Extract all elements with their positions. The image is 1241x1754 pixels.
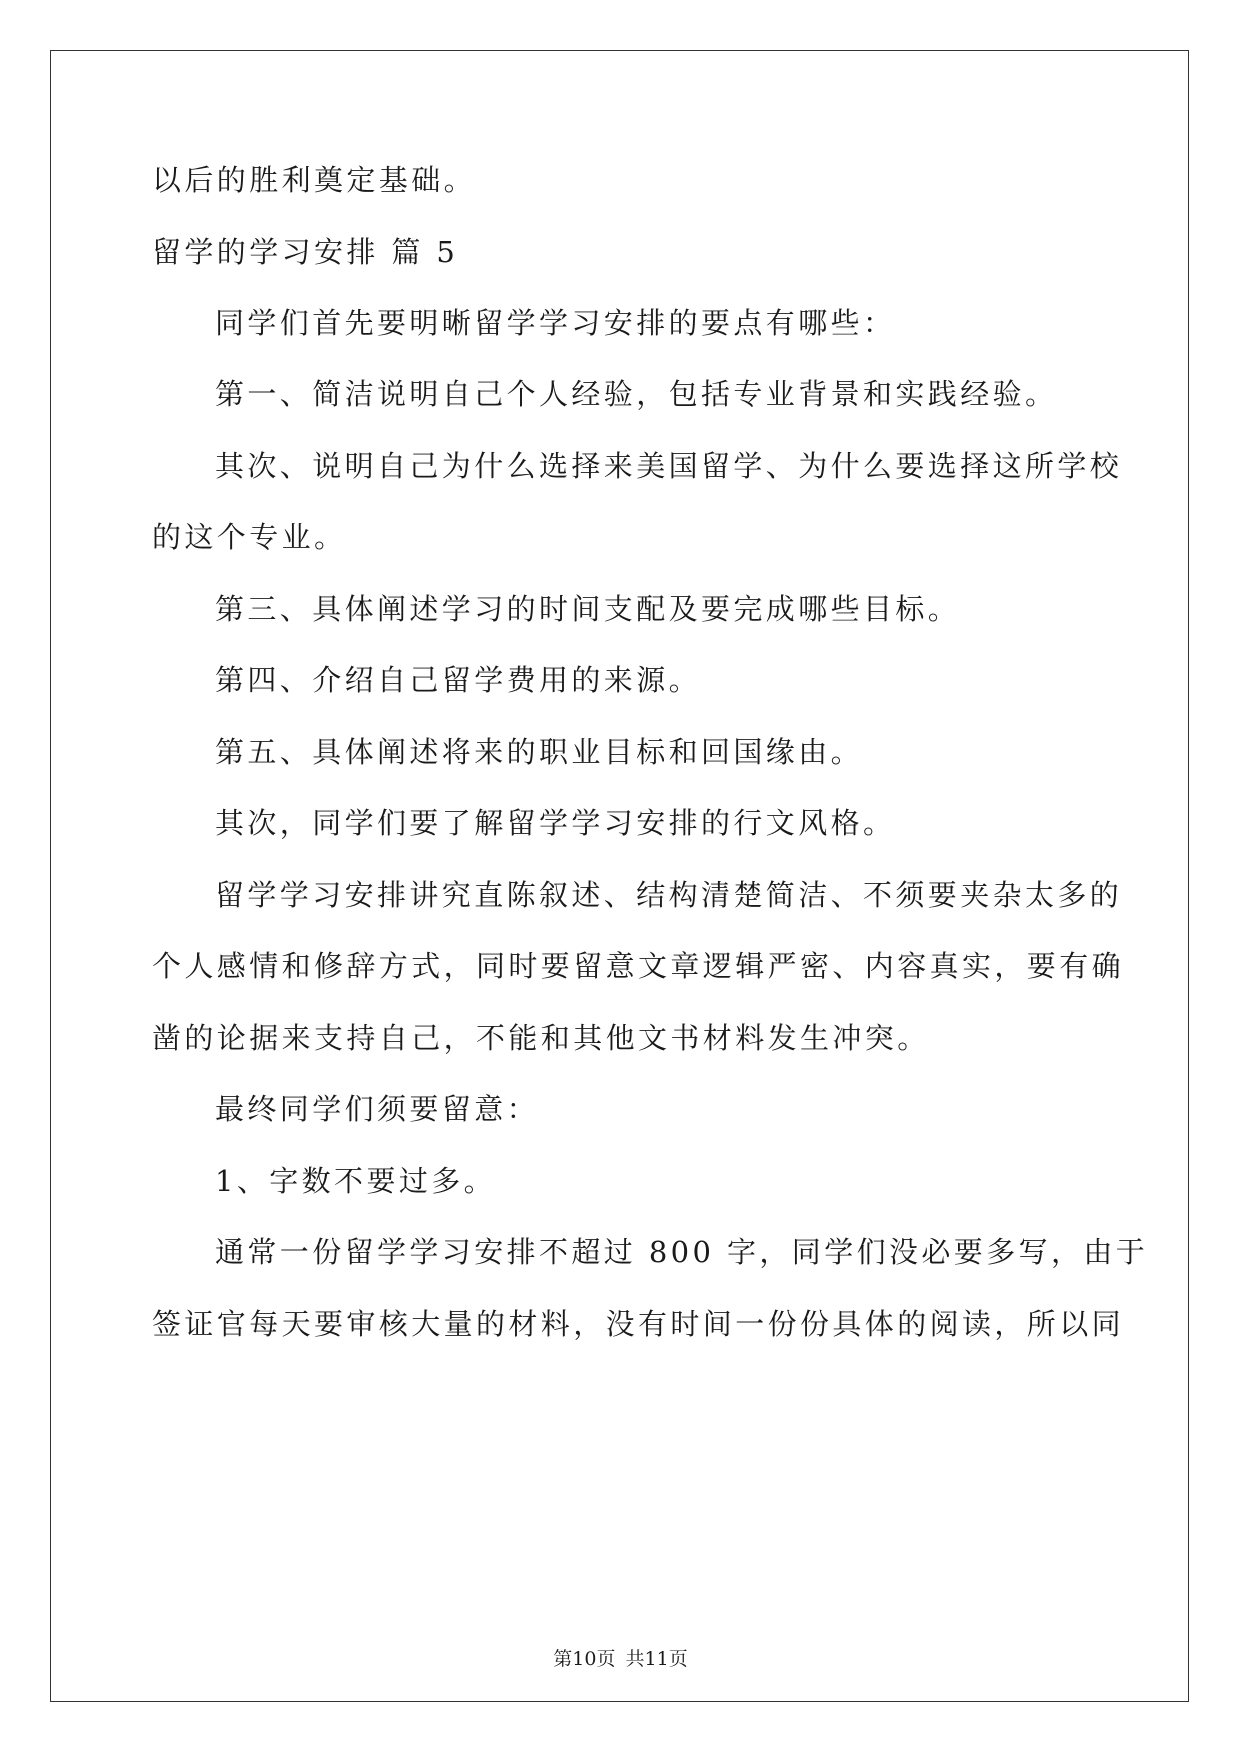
section-heading: 留学的学习安排 篇 5 (152, 235, 459, 269)
page-number-total: 共11页 (625, 1648, 688, 1670)
paragraph-line: 个人感情和修辞方式，同时要留意文章逻辑严密、内容真实，要有确 (152, 949, 1125, 983)
paragraph-line: 第一、简洁说明自己个人经验，包括专业背景和实践经验。 (215, 377, 1058, 411)
paragraph-line: 以后的胜利奠定基础。 (152, 163, 477, 197)
paragraph-line: 第五、具体阐述将来的职业目标和回国缘由。 (215, 735, 864, 769)
paragraph-line: 第四、介绍自己留学费用的来源。 (215, 663, 702, 697)
paragraph-line: 最终同学们须要留意： (215, 1092, 540, 1126)
paragraph-line: 凿的论据来支持自己，不能和其他文书材料发生冲突。 (152, 1021, 930, 1055)
paragraph-line: 其次，同学们要了解留学学习安排的行文风格。 (215, 806, 896, 840)
paragraph-line: 同学们首先要明晰留学学习安排的要点有哪些： (215, 306, 896, 340)
paragraph-line: 签证官每天要审核大量的材料，没有时间一份份具体的阅读，所以同 (152, 1307, 1125, 1341)
page-footer (0, 1647, 1241, 1671)
paragraph-line: 1、字数不要过多。 (215, 1164, 497, 1198)
paragraph-line: 通常一份留学学习安排不超过 800 字，同学们没必要多写，由于 (215, 1235, 1149, 1269)
paragraph-line: 第三、具体阐述学习的时间支配及要完成哪些目标。 (215, 592, 961, 626)
paragraph-line: 留学学习安排讲究直陈叙述、结构清楚简洁、不须要夹杂太多的 (215, 878, 1123, 912)
paragraph-line: 的这个专业。 (152, 520, 347, 554)
page-number-current: 第10页 (553, 1648, 616, 1670)
paragraph-line: 其次、说明自己为什么选择来美国留学、为什么要选择这所学校 (215, 449, 1123, 483)
